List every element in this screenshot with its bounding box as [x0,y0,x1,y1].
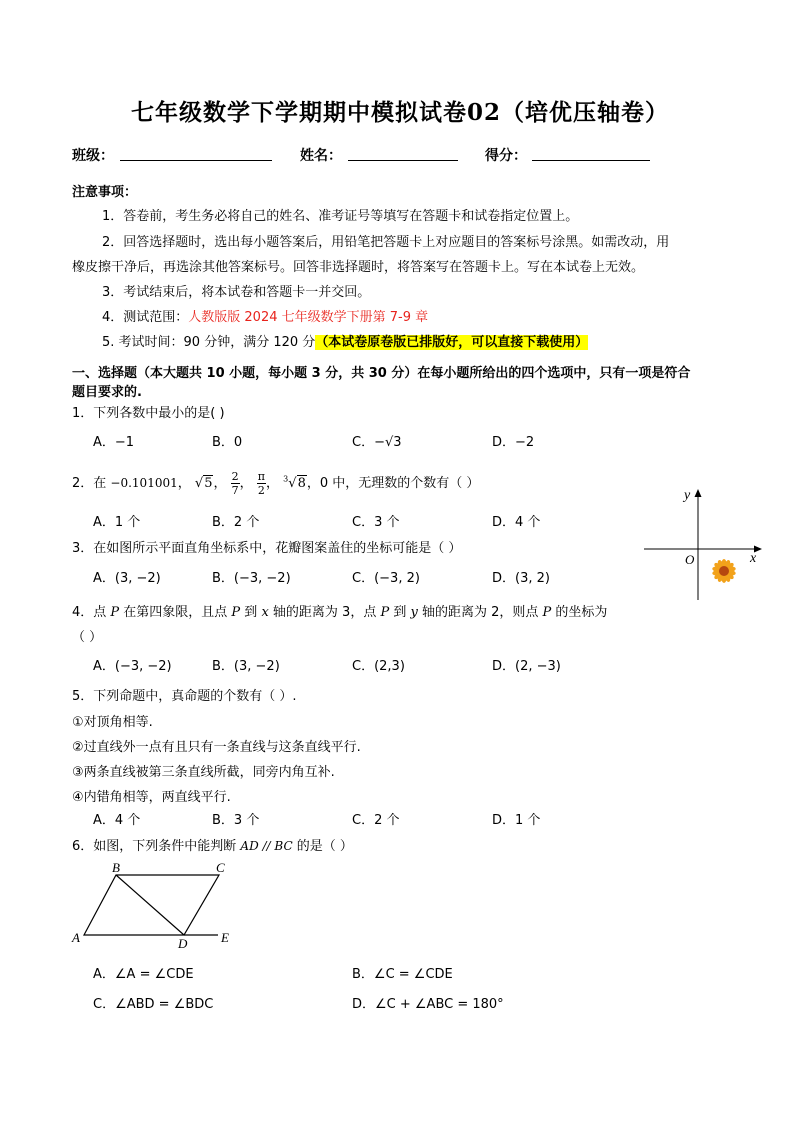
q4-var-p: P [231,605,241,620]
q6-text: 6．如图，下列条件中能判断 [72,839,241,854]
y-axis-label: y [684,488,691,503]
note-1: 1．答卷前，考生务必将自己的姓名、准考证号等填写在答题卡和试卷指定位置上。 [102,209,579,224]
q1-option-d[interactable]: D．−2 [492,435,535,450]
origin-label: O [685,552,695,567]
q2-fraction-2-7 [231,470,240,497]
q2-sqrt5: √5 [194,476,213,491]
q4-option-d[interactable]: D．(2, −3) [492,659,561,674]
q1-option-c[interactable]: C．−√3 [352,435,402,450]
q2-f1-num: 2 [231,470,239,483]
class-label: 班级： [72,148,114,164]
q5-option-b[interactable]: B．3 个 [212,813,260,828]
parallelogram-figure [66,858,246,950]
name-label: 姓名： [300,148,342,164]
q5-option-c[interactable]: C．2 个 [352,813,400,828]
q5-item-2: ②过直线外一点有且只有一条直线与这条直线平行. [72,740,361,755]
q4-option-b[interactable]: B．(3, −2) [212,659,280,674]
q2-radicand-8: 8 [297,476,306,491]
q6-option-d[interactable]: D．∠C + ∠ABC = 180° [352,997,504,1012]
q4-text: 到 [240,605,262,620]
q2-sep: ， [213,476,227,491]
q5-option-d[interactable]: D．1 个 [492,813,541,828]
q3-stem: 3．在如图所示平面直角坐标系中，花瓣图案盖住的坐标可能是（ ） [72,541,462,556]
x-axis-label: x [750,551,757,566]
q6-condition: AD // BC [240,839,293,853]
q6-option-a[interactable]: A．∠A = ∠CDE [93,967,194,982]
note-3: 3．考试结束后，将本试卷和答题卡一并交回。 [102,285,371,300]
q2-option-b[interactable]: B．2 个 [212,515,260,530]
flower-icon [712,559,737,583]
q5-stem: 5．下列命题中，真命题的个数有（ ）. [72,689,297,704]
q4-stem-line1 [72,601,607,620]
q2-sep: ， [266,476,280,491]
q5-item-3: ③两条直线被第三条直线所截，同旁内角互补. [72,765,335,780]
exam-time: 5. 考试时间：90 分钟，满分 120 分 [102,335,316,350]
q4-text: 4．点 [72,605,111,620]
class-blank[interactable] [120,146,272,161]
q5-item-4: ④内错角相等，两直线平行. [72,790,231,805]
q4-var-y: y [410,605,418,620]
name-blank[interactable] [348,146,458,161]
q2-suffix: ，0 中，无理数的个数有（ ） [306,476,480,491]
q2-root-index: 3 [283,474,289,484]
q3-option-b[interactable]: B．(−3, −2) [212,571,291,586]
score-label: 得分： [485,148,527,164]
q4-stem-line2: （ ） [72,630,103,645]
coordinate-figure [638,482,768,604]
q6-stem [72,835,353,854]
q3-option-d[interactable]: D．(3, 2) [492,571,550,586]
q2-decimal: −0.101001 [110,476,178,490]
note-4-prefix: 4．测试范围： [102,310,189,325]
q2-sep: ， [239,476,253,491]
q1-option-a[interactable]: A．−1 [93,435,135,450]
q1-option-b[interactable]: B．0 [212,435,243,450]
q4-text: 的坐标为 [551,605,608,620]
q3-option-c[interactable]: C．(−3, 2) [352,571,420,586]
note-4 [102,306,428,325]
q2-f1-den: 7 [231,484,239,497]
q6-option-b[interactable]: B．∠C = ∠CDE [352,967,453,982]
q2-stem [72,470,479,497]
note-5 [102,331,588,350]
q2-radicand-5: 5 [204,476,213,491]
parallelogram-abcd [84,875,219,935]
q2-option-c[interactable]: C．3 个 [352,515,400,530]
note-2b: 橡皮擦干净后，再选涂其他答案标号。回答非选择题时，将答案写在答题卡上。写在本试卷上无效。 [72,260,645,275]
point-e-label: E [221,930,229,945]
q4-text: 到 [389,605,411,620]
q2-cuberoot8: $^3$√8 [283,474,306,491]
q2-sep: ， [177,476,191,491]
test-range: 人教版版 2024 七年级数学下册第 7-9 章 [188,310,429,325]
page-title: 七年级数学下学期期中模拟试卷02（培优压轴卷） [130,99,669,126]
q6-option-c[interactable]: C．∠ABD = ∠BDC [93,997,214,1012]
point-b-label: B [112,860,120,875]
q4-option-a[interactable]: A．(−3, −2) [93,659,172,674]
point-d-label: D [178,936,188,950]
note-2a: 2．回答选择题时，选出每小题答案后，用铅笔把答题卡上对应题目的答案标号涂黑。如需改动，用 [102,235,670,250]
flower-center [719,566,729,576]
q2-f2-num: π [257,470,266,483]
notes-heading: 注意事项： [72,185,138,200]
q2-prefix: 2．在 [72,476,107,491]
section-heading-1: 一、选择题（本大题共 10 小题，每小题 3 分，共 30 分）在每小题所给出的四个选项中，只有一项是符合 [72,366,691,381]
q2-option-a[interactable]: A．1 个 [93,515,141,530]
q5-option-a[interactable]: A．4 个 [93,813,141,828]
section-heading-2: 题目要求的. [72,385,142,400]
q2-fraction-pi-2 [257,470,266,497]
q4-option-c[interactable]: C．(2,3) [352,659,405,674]
q4-var-p: P [110,605,120,620]
q1-stem: 1．下列各数中最小的是( ) [72,406,225,421]
q5-item-1: ①对顶角相等. [72,715,153,730]
q4-var-x: x [261,605,269,620]
point-a-label: A [72,930,80,945]
y-axis-arrow [695,489,702,497]
q2-option-d[interactable]: D．4 个 [492,515,541,530]
highlight-note: （本试卷原卷版已排版好，可以直接下载使用） [315,335,589,350]
q4-var-p: P [542,605,552,620]
q4-var-p: P [380,605,390,620]
q4-text: 轴的距离为 3，点 [268,605,381,620]
diagonal-bd [116,875,184,935]
q2-f2-den: 2 [257,484,265,497]
q4-text: 轴的距离为 2，则点 [417,605,543,620]
q4-text: 在第四象限，且点 [119,605,232,620]
point-c-label: C [216,860,225,875]
q3-option-a[interactable]: A．(3, −2) [93,571,161,586]
q6-text: 的是（ ） [292,839,353,854]
score-blank[interactable] [532,146,650,161]
